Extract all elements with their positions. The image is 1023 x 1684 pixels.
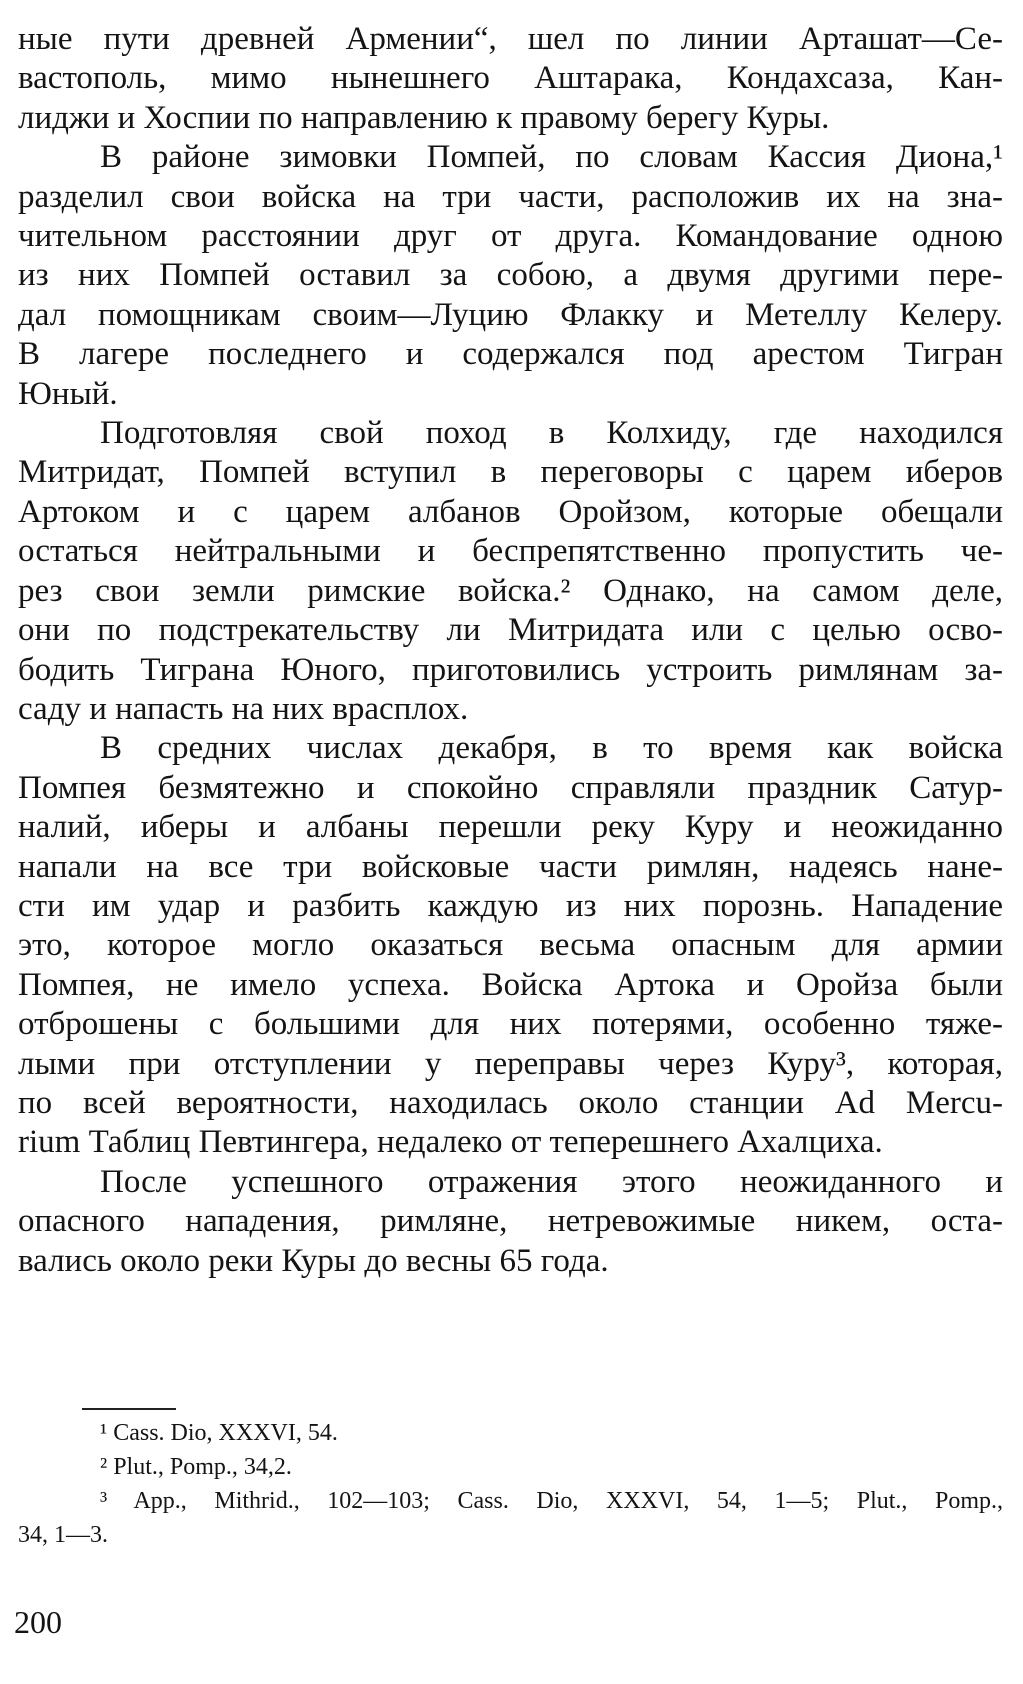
text-line: После успешного отражения этого неожиданного и <box>100 1163 1003 1200</box>
text-line: чительном расстоянии друг от друга. Командование одною <box>18 218 1003 255</box>
text-line: Митридат, Помпей вступил в переговоры с царем иберов <box>18 454 1003 491</box>
text-line: налий, иберы и албаны перешли реку Куру и неожиданно <box>18 809 1003 846</box>
text-line: они по подстрекательству ли Митридата или с целью осво- <box>18 612 1003 649</box>
footnote-divider <box>82 1408 176 1410</box>
text-line: это, которое могло оказаться весьма опасным для армии <box>18 927 1003 964</box>
text-line: вастополь, мимо нынешнего Аштарака, Кондахсаза, Кан- <box>18 60 1003 97</box>
text-line: rium Таблиц Певтингера, недалеко от теперешнего Ахалциха. <box>18 1124 883 1161</box>
footnote-line: ¹ Cass. Dio, XXXVI, 54. <box>100 1420 338 1446</box>
paragraph-4 <box>18 729 1003 1162</box>
text-line: В районе зимовки Помпей, по словам Кассия Диона,¹ <box>100 139 1003 176</box>
text-line: разделил свои войска на три части, расположив их на зна- <box>18 178 1003 215</box>
text-line: остаться нейтральными и беспрепятственно пропустить че- <box>18 533 1003 570</box>
text-line: Помпея безмятежно и спокойно справляли праздник Сатур- <box>18 769 1003 806</box>
text-line: лыми при отступлении у переправы через Куру³, которая, <box>18 1045 1003 1082</box>
text-line: из них Помпей оставил за собою, а двумя другими пере- <box>18 257 1003 294</box>
text-line: Помпея, не имело успеха. Войска Артока и Оройза были <box>18 966 1003 1003</box>
text-line: бодить Тиграна Юного, приготовились устроить римлянам за- <box>18 651 1003 688</box>
text-line: опасного нападения, римляне, нетревожимые никем, оста- <box>18 1203 1003 1240</box>
text-line: ные пути древней Армении“, шел по линии Арташат—Се- <box>18 21 1003 57</box>
paragraph-3 <box>18 414 1003 729</box>
footnote-2 <box>18 1450 1003 1484</box>
text-line: лиджи и Хоспии по направлению к правому берегу Куры. <box>18 99 830 136</box>
text-line: Юный. <box>18 375 118 412</box>
text-line: напали на все три войсковые части римлян, надеясь нане- <box>18 848 1003 885</box>
footnote-1 <box>18 1416 1003 1450</box>
text-line: Подготовляя свой поход в Колхиду, где находился <box>100 415 1003 452</box>
text-line: Артоком и с царем албанов Оройзом, которые обещали <box>18 493 1003 530</box>
text-line: вались около реки Куры до весны 65 года. <box>18 1242 609 1279</box>
text-line: отброшены с большими для них потерями, особенно тяже- <box>18 1006 1003 1043</box>
page-number: 200 <box>14 1604 62 1640</box>
main-text <box>18 20 1003 1281</box>
text-line: В лагере последнего и содержался под арестом Тигран <box>18 336 1003 373</box>
paragraph-1 <box>18 20 1003 138</box>
paragraph-5 <box>18 1163 1003 1281</box>
text-line: В средних числах декабря, в то время как войска <box>100 730 1003 767</box>
footnote-line: ² Plut., Pomp., 34,2. <box>100 1454 292 1480</box>
text-line: по всей вероятности, находилась около станции Ad Mercu- <box>18 1084 1003 1121</box>
footnote-3 <box>18 1484 1003 1552</box>
footnotes <box>18 1416 1003 1552</box>
page-body <box>18 20 1003 1281</box>
paragraph-2 <box>18 138 1003 414</box>
text-line: рез свои земли римские войска.² Однако, на самом деле, <box>18 572 1003 609</box>
text-line: сти им удар и разбить каждую из них порознь. Нападение <box>18 887 1003 924</box>
text-line: дал помощникам своим—Луцию Флакку и Метеллу Келеру. <box>18 296 1003 333</box>
footnote-line: ³ App., Mithrid., 102—103; Cass. Dio, XXXVI, 54, 1—5; Plut., Pomp., <box>100 1488 1003 1514</box>
footnote-line: 34, 1—3. <box>18 1522 108 1548</box>
text-line: саду и напасть на них врасплох. <box>18 690 469 727</box>
